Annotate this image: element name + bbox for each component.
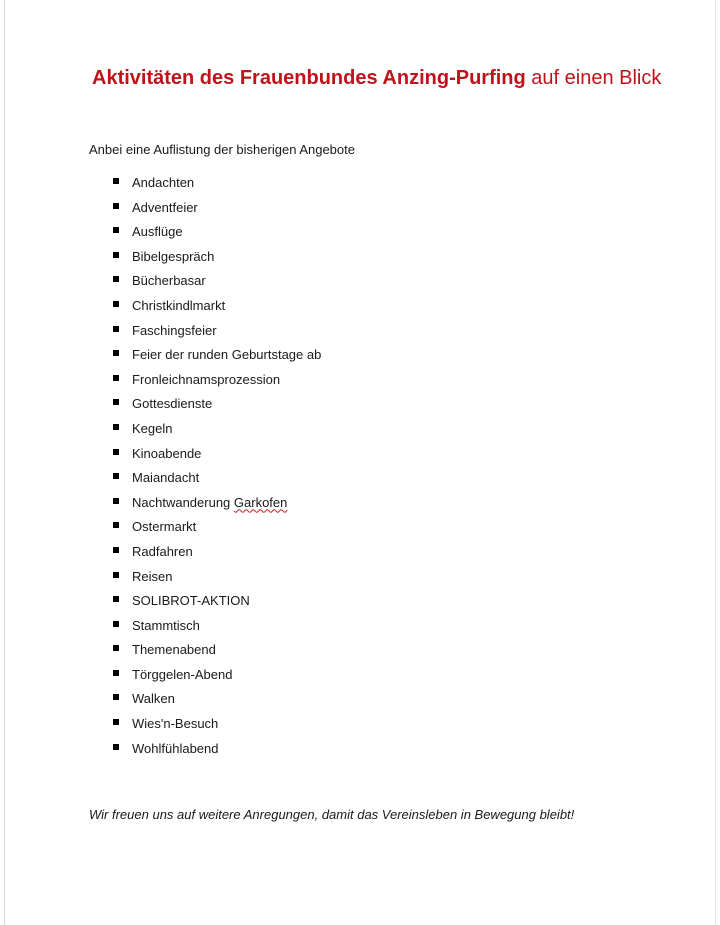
list-item-text: Bibelgespräch [132,248,215,264]
list-item-text: Walken [132,691,175,707]
list-item [112,247,321,272]
square-bullet-icon [113,498,119,504]
list-item-text: Wies'n-Besuch [132,716,219,732]
square-bullet-icon [113,473,119,479]
list-item-text: Kinoabende [132,445,202,461]
list-item [112,321,321,346]
list-item [112,444,321,469]
square-bullet-icon [113,375,119,381]
list-item [112,419,321,444]
square-bullet-icon [113,645,119,651]
list-item [112,640,321,665]
list-item [112,370,321,395]
list-item-text: Radfahren [132,543,193,559]
activity-list [112,173,321,763]
square-bullet-icon [113,252,119,258]
list-item-text: Feier der runden Geburtstage ab [132,347,322,363]
list-item [112,665,321,690]
list-item [112,296,321,321]
page-edge-left [4,0,5,925]
square-bullet-icon [113,670,119,676]
square-bullet-icon [113,719,119,725]
square-bullet-icon [113,596,119,602]
square-bullet-icon [113,744,119,750]
document-title-bold: Aktivitäten des Frauenbundes Anzing-Purfing [92,67,526,89]
list-item [112,542,321,567]
square-bullet-icon [113,449,119,455]
list-item-text: Nachtwanderung [132,494,234,510]
list-item-text: Andachten [132,175,195,190]
list-item-text: Themenabend [132,642,216,658]
square-bullet-icon [113,572,119,578]
list-item-text: Ausflüge [132,224,183,240]
list-item-text: Wohlfühlabend [132,740,219,756]
square-bullet-icon [113,399,119,405]
document-title-regular: auf einen Blick [525,67,662,89]
square-bullet-icon [113,326,119,332]
square-bullet-icon [113,203,119,209]
list-item-text: Reisen [132,568,173,584]
list-item-text: Bücherbasar [132,273,206,289]
square-bullet-icon [113,694,119,700]
list-item [112,616,321,641]
square-bullet-icon [113,547,119,553]
page-edge-right [715,0,716,925]
square-bullet-icon [113,276,119,282]
list-item-text: Stammtisch [132,617,200,633]
list-item [112,271,321,296]
list-item [112,173,321,198]
list-item [112,591,321,616]
list-item [112,222,321,247]
list-item [112,493,321,518]
square-bullet-icon [113,301,119,307]
list-item-text: Kegeln [132,420,173,436]
list-item [112,714,321,739]
list-item-text: Fronleichnamsprozession [132,371,281,387]
list-item-text: Ostermarkt [132,519,197,535]
list-item-text: Faschingsfeier [132,322,217,338]
list-item [112,739,321,764]
square-bullet-icon [113,621,119,627]
list-item-text: Christkindlmarkt [132,297,226,313]
list-item [112,468,321,493]
list-item [112,517,321,542]
list-item [112,394,321,419]
list-item [112,345,321,370]
list-item-text: Gottesdienste [132,396,213,412]
document-title [92,64,692,92]
square-bullet-icon [113,227,119,233]
list-item-text: Adventfeier [132,199,198,215]
square-bullet-icon [113,350,119,356]
square-bullet-icon [113,522,119,528]
intro-paragraph: Anbei eine Auflistung der bisherigen Angebote [89,142,355,157]
list-item-text: Maiandacht [132,470,200,486]
square-bullet-icon [113,178,119,184]
list-item [112,689,321,714]
list-item [112,198,321,223]
spellcheck-flagged-word[interactable]: Garkofen [233,494,288,510]
list-item-text: Törggelen-Abend [132,666,233,682]
list-item-text: SOLIBROT-AKTION [132,593,250,609]
square-bullet-icon [113,424,119,430]
list-item [112,567,321,592]
closing-paragraph: Wir freuen uns auf weitere Anregungen, damit das Vereinsleben in Bewegung bleibt! [89,807,575,822]
